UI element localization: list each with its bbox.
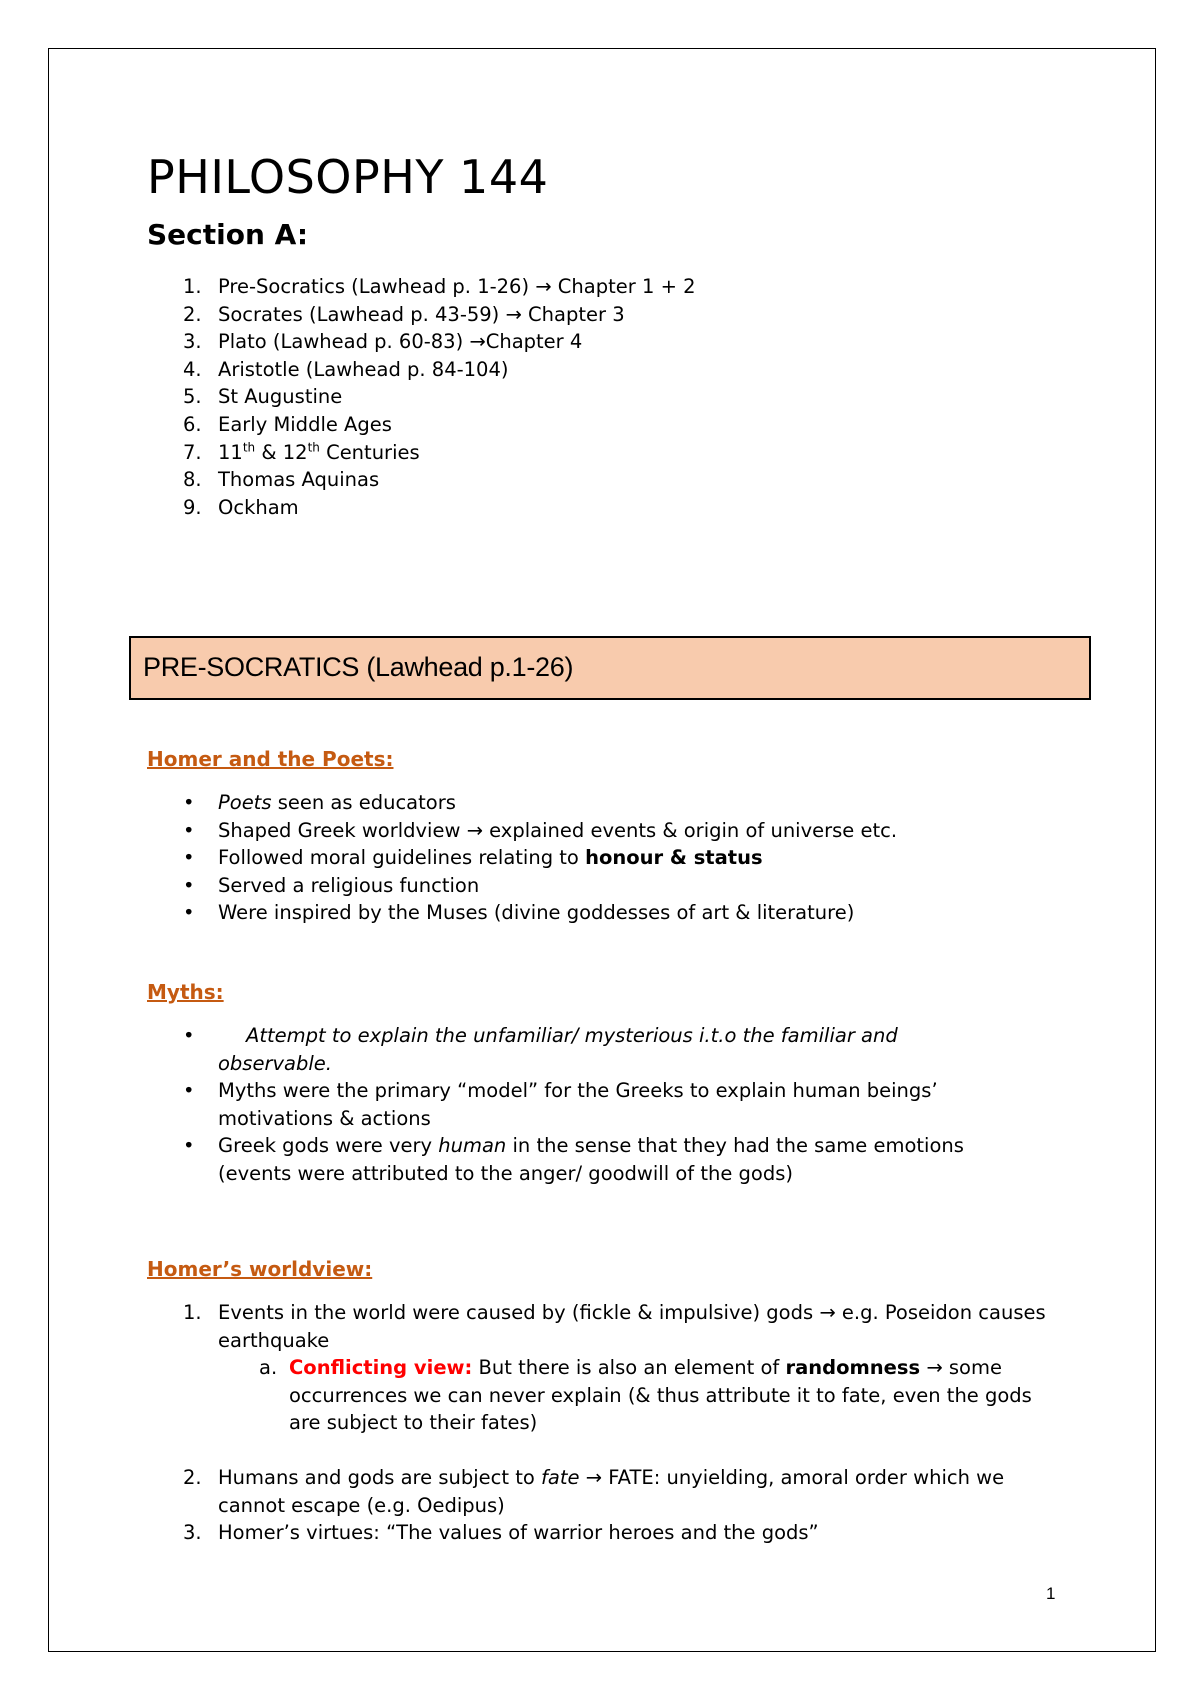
topic-title: PRE-SOCRATICS (Lawhead p.1-26)	[143, 652, 574, 682]
item-text: Greek gods were very	[218, 1134, 439, 1158]
item-text: Homer’s virtues: “The values of warrior heroes and the gods”	[218, 1521, 819, 1545]
emphasis-text: Attempt to explain the unfamiliar/ mysterious i.t.o the familiar and observable.	[218, 1024, 898, 1075]
bold-text: honour & status	[585, 846, 763, 870]
toc-number: 5.	[183, 385, 202, 409]
bullet-icon: •	[183, 818, 195, 842]
toc-number: 9.	[183, 495, 202, 519]
page-number: 1	[1046, 1584, 1056, 1603]
toc-text: St Augustine	[218, 385, 343, 409]
item-text: Followed moral guidelines relating to	[218, 846, 586, 870]
toc-item	[147, 383, 1087, 411]
list-item	[259, 1354, 1057, 1437]
bullet-icon: •	[183, 1079, 195, 1103]
toc-item	[147, 494, 1087, 522]
toc-number: 3.	[183, 330, 202, 354]
toc-text: & 12	[255, 440, 308, 464]
bullet-icon: •	[183, 1134, 195, 1158]
list-item	[147, 1299, 1057, 1354]
item-number: a.	[259, 1356, 278, 1380]
homers-worldview-list	[147, 1299, 1057, 1354]
item-text: Myths were the primary “model” for the Greeks to explain human beings’ motivations & actions	[218, 1079, 938, 1130]
bullet-icon: •	[183, 873, 195, 897]
item-text: Humans and gods are subject to	[218, 1465, 541, 1489]
myths-section	[147, 978, 997, 1188]
subheading-homers-worldview: Homer’s worldview:	[147, 1257, 373, 1281]
bullet-icon: •	[183, 791, 195, 814]
emphasis-text: human	[438, 1134, 507, 1158]
bullet-icon: •	[183, 1024, 195, 1047]
superscript: th	[307, 440, 320, 455]
item-number: 3.	[183, 1521, 202, 1545]
item-text: Shaped Greek worldview → explained events & origin of universe etc.	[218, 818, 898, 842]
item-text: Served a religious function	[218, 873, 480, 897]
toc-number: 2.	[183, 302, 202, 326]
toc-text: 11	[218, 440, 243, 464]
list-item	[147, 1022, 997, 1077]
list-item	[147, 789, 1087, 817]
document-title: PHILOSOPHY 144	[147, 150, 549, 204]
item-text: But there is also an element of	[472, 1356, 786, 1380]
list-item	[147, 1464, 1057, 1519]
homers-worldview-sublist	[259, 1354, 1057, 1437]
homers-worldview-section	[147, 1255, 1057, 1547]
toc-item	[147, 356, 1087, 384]
item-number: 1.	[183, 1301, 202, 1324]
homer-poets-list	[147, 789, 1087, 927]
homer-poets-section	[147, 745, 1087, 927]
toc-number: 7.	[183, 440, 202, 464]
toc-item	[147, 273, 1087, 301]
item-text: → some occurrences we can never explain (& thus attribute it to fate, even the gods are subject to their fates)	[289, 1356, 1032, 1435]
toc-text: Ockham	[218, 495, 299, 519]
toc-item	[147, 411, 1087, 439]
document-body	[147, 145, 1087, 521]
toc-item	[147, 301, 1087, 329]
subheading-myths: Myths:	[147, 980, 224, 1004]
topic-title-box	[129, 636, 1091, 700]
toc-item	[147, 466, 1087, 494]
list-item	[147, 1132, 997, 1187]
subheading-homer-poets: Homer and the Poets:	[147, 747, 394, 771]
item-text: seen as educators	[271, 791, 456, 814]
item-text: Events in the world were caused by (fickle & impulsive) gods → e.g. Poseidon causes earthquake	[218, 1301, 1046, 1352]
item-number: 2.	[183, 1465, 202, 1489]
toc-number: 1.	[183, 275, 202, 298]
toc-text: Centuries	[319, 440, 420, 464]
toc-number: 8.	[183, 468, 202, 492]
toc-item	[147, 439, 1087, 467]
toc-text: Early Middle Ages	[218, 412, 392, 436]
bold-text: randomness	[785, 1356, 921, 1380]
emphasis-text: fate	[541, 1465, 580, 1489]
list-item	[147, 1519, 1057, 1547]
list-item	[147, 872, 1087, 900]
list-item	[147, 844, 1087, 872]
toc-text: Aristotle (Lawhead p. 84-104)	[218, 357, 509, 381]
myths-list	[147, 1022, 997, 1188]
list-item	[147, 1077, 997, 1132]
conflicting-view-label: Conflicting view:	[289, 1356, 473, 1380]
bullet-icon: •	[183, 846, 195, 870]
toc-number: 6.	[183, 412, 202, 436]
item-text: in the sense that they had the same emotions (events were attributed to the anger/ goodwill of the gods)	[218, 1134, 964, 1185]
toc-number: 4.	[183, 357, 202, 381]
toc-text: Plato (Lawhead p. 60-83) →Chapter 4	[218, 330, 583, 354]
toc-text: Thomas Aquinas	[218, 468, 380, 492]
list-item	[147, 817, 1087, 845]
toc-text: Pre-Socratics (Lawhead p. 1-26) → Chapter 1 + 2	[218, 275, 696, 298]
superscript: th	[242, 440, 256, 455]
table-of-contents	[147, 273, 1087, 521]
section-heading: Section A:	[147, 218, 309, 251]
homers-worldview-list-continued	[147, 1464, 1057, 1547]
bullet-icon: •	[183, 901, 195, 925]
list-item	[147, 899, 1087, 927]
toc-text: Socrates (Lawhead p. 43-59) → Chapter 3	[218, 302, 625, 326]
item-text: → FATE: unyielding, amoral order which we cannot escape (e.g. Oedipus)	[218, 1465, 1005, 1517]
toc-item	[147, 328, 1087, 356]
item-text: Were inspired by the Muses (divine goddesses of art & literature)	[218, 901, 855, 925]
emphasis-text: Poets	[218, 791, 272, 814]
